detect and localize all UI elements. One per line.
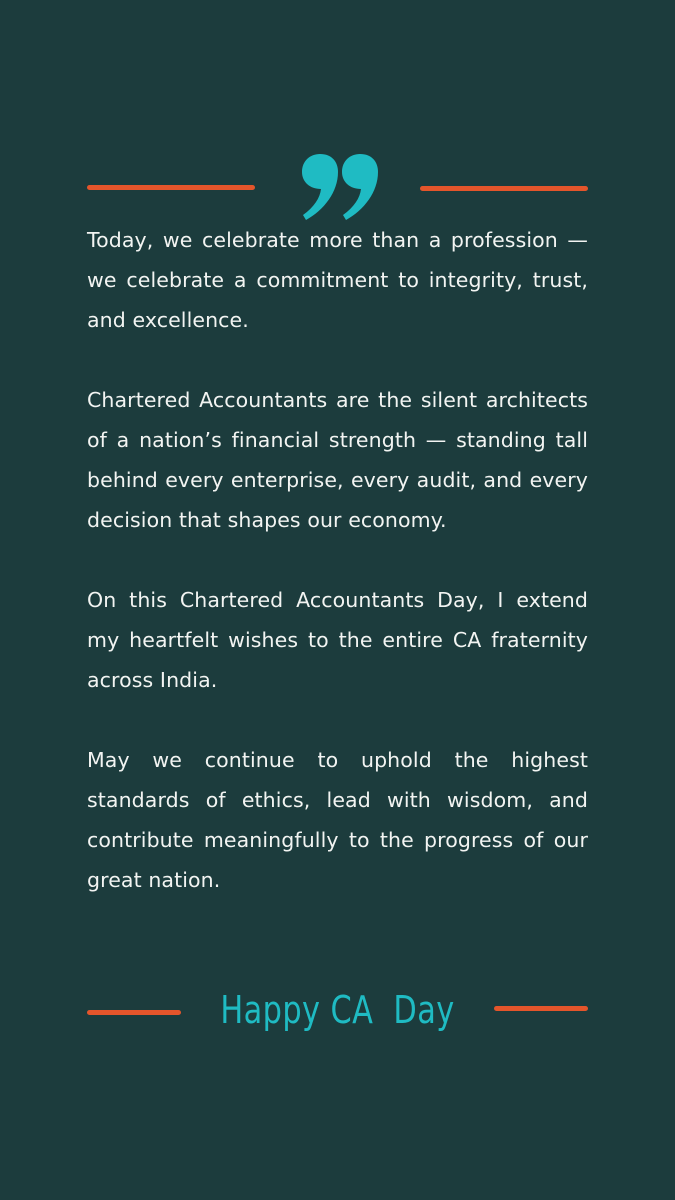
message-body — [87, 220, 588, 900]
double-quote-icon — [298, 152, 382, 222]
divider-top-left — [87, 185, 255, 190]
quote-glyph-right — [342, 154, 378, 220]
message-paragraph-1: Today, we celebrate more than a profession — we celebrate a commitment to integrity, trust, and excellence. — [87, 228, 588, 332]
divider-bottom-right — [494, 1006, 588, 1011]
divider-top-right — [420, 186, 588, 191]
message-paragraph-2: Chartered Accountants are the silent architects of a nation’s financial strength — standing tall behind every enterprise, every audit, and every decision that shapes our economy. — [87, 388, 588, 532]
closing-greeting: Happy CA Day — [220, 988, 455, 1032]
divider-bottom-left — [87, 1010, 181, 1015]
quote-glyph-left — [302, 154, 338, 220]
message-paragraph-4: May we continue to uphold the highest standards of ethics, lead with wisdom, and contribute meaningfully to the progress of our great nation. — [87, 748, 588, 892]
message-paragraph-3: On this Chartered Accountants Day, I extend my heartfelt wishes to the entire CA fraternity across India. — [87, 588, 588, 692]
